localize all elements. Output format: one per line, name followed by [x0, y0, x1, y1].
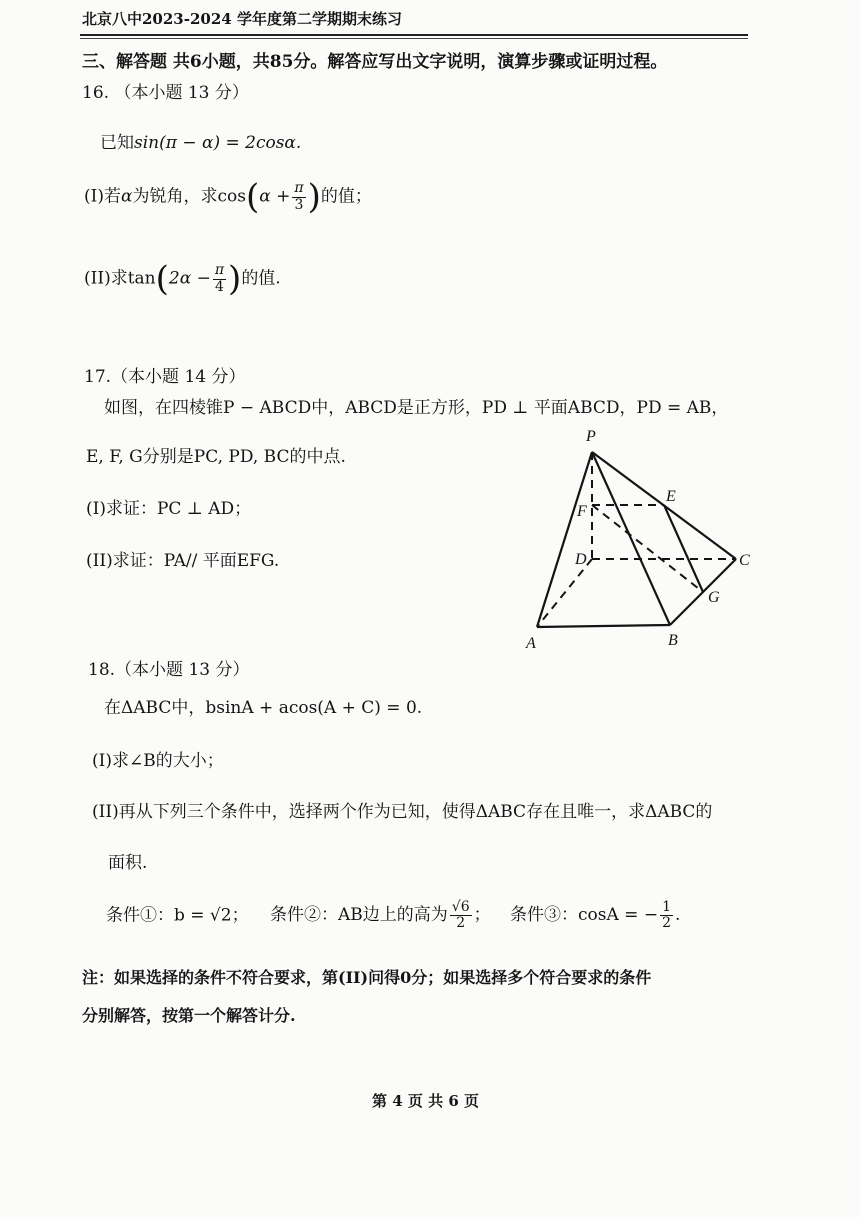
q18-cond3-frac: [660, 900, 673, 932]
q16-part1-den: 3: [294, 196, 304, 213]
label-a: A: [526, 635, 536, 652]
q16-part1: (I)若α为锐角，求cos(α + $\frac{\pi}{3}$ )的值；: [84, 177, 372, 217]
q17-line2: E, F, G分别是PC, PD, BC的中点.: [86, 447, 346, 467]
pyramid-figure: [520, 425, 760, 655]
q18-cond3-prefix: 条件③：cosA = −: [510, 905, 659, 926]
q16-part1-num: π: [294, 180, 304, 197]
q18-cond2-suffix: ；: [473, 905, 491, 926]
page-footer: 第 4 页 共 6 页: [372, 1092, 479, 1110]
q16-part2: (II)求tan(2α − $\frac{\pi}{4}$ )的值.: [84, 259, 281, 299]
edge-da: [537, 559, 592, 627]
q18-cond2-prefix: 条件②：AB边上的高为: [270, 905, 448, 926]
q18-conditions: [106, 900, 680, 932]
edge-fg: [592, 505, 703, 592]
q18-cond2-num: √6: [451, 899, 470, 915]
q18-cond2: [270, 899, 491, 932]
q18-cond3-den: 2: [662, 915, 671, 932]
q18-cond1: 条件①：b = √2；: [106, 905, 249, 926]
q18-cond3: [510, 899, 681, 932]
q16-part1-alpha: α: [120, 186, 133, 207]
note-line1: 注：如果选择的条件不符合要求，第(II)问得0分；如果选择多个符合要求的条件: [82, 968, 652, 987]
q18-cond3-num: 1: [662, 899, 671, 915]
q18-part2-line2: 面积.: [108, 853, 148, 873]
q16-part2-num: π: [214, 262, 225, 279]
note-line2: 分别解答，按第一个解答计分.: [82, 1006, 296, 1025]
q16-part1-mid: 为锐角，求: [132, 186, 218, 207]
q18-heading: 18.（本小题 13 分）: [88, 660, 250, 680]
q16-part2-prefix: (II)求: [84, 268, 128, 289]
label-f: F: [577, 503, 587, 520]
label-d: D: [575, 551, 587, 568]
q18-cond3-suffix: .: [675, 905, 681, 926]
q16-part2-arg: 2α −: [168, 268, 211, 289]
q16-part1-cos: cos: [217, 186, 246, 207]
q17-part2: (II)求证：PA// 平面EFG.: [86, 551, 280, 571]
edge-ab: [537, 625, 670, 627]
q18-part1: (I)求∠B的大小；: [92, 751, 224, 771]
q16-given-math: sin(π − α) = 2cosα.: [134, 133, 302, 153]
label-e: E: [666, 488, 676, 505]
header-rule: [80, 34, 748, 36]
q18-part2-line1: (II)再从下列三个条件中，选择两个作为已知，使得ΔABC存在且唯一，求ΔABC的: [92, 802, 713, 822]
q18-given: 在ΔABC中，bsinA + acos(A + C) = 0.: [104, 698, 423, 718]
q16-part1-prefix: (I)若: [84, 186, 121, 207]
q17-line1: 如图，在四棱锥P − ABCD中，ABCD是正方形，PD ⊥ 平面ABCD，PD = AB，: [104, 398, 729, 418]
q18-cond2-den: 2: [456, 915, 466, 932]
exam-header: 北京八中2023-2024 学年度第二学期期末练习: [82, 10, 402, 28]
label-c: C: [739, 552, 750, 569]
q16-part1-suffix: 的值；: [320, 186, 372, 207]
q16-part2-tan: tan: [127, 268, 156, 289]
q16-given-prefix: 已知: [100, 133, 134, 153]
edge-pb: [592, 452, 670, 625]
q17-heading: 17.（本小题 14 分）: [84, 367, 246, 387]
q16-part1-frac: [292, 181, 305, 213]
section-title: 三、解答题 共6小题，共85分。解答应写出文字说明，演算步骤或证明过程。: [82, 52, 668, 72]
header-rule-thin: [80, 38, 748, 39]
q17-part1: (I)求证：PC ⊥ AD；: [86, 499, 252, 519]
label-g: G: [708, 589, 720, 606]
q18-cond2-frac: [450, 900, 472, 932]
edge-eg: [664, 505, 703, 592]
q16-part2-suffix: 的值.: [241, 268, 281, 289]
q16-part2-frac: [213, 263, 226, 295]
q16-part1-arg: α +: [259, 186, 291, 207]
label-p: P: [586, 428, 596, 445]
edge-pa: [537, 452, 592, 627]
label-b: B: [668, 632, 678, 649]
q16-heading: 16. （本小题 13 分）: [82, 83, 249, 103]
q16-part2-den: 4: [214, 278, 224, 295]
q16-given: [100, 128, 301, 153]
